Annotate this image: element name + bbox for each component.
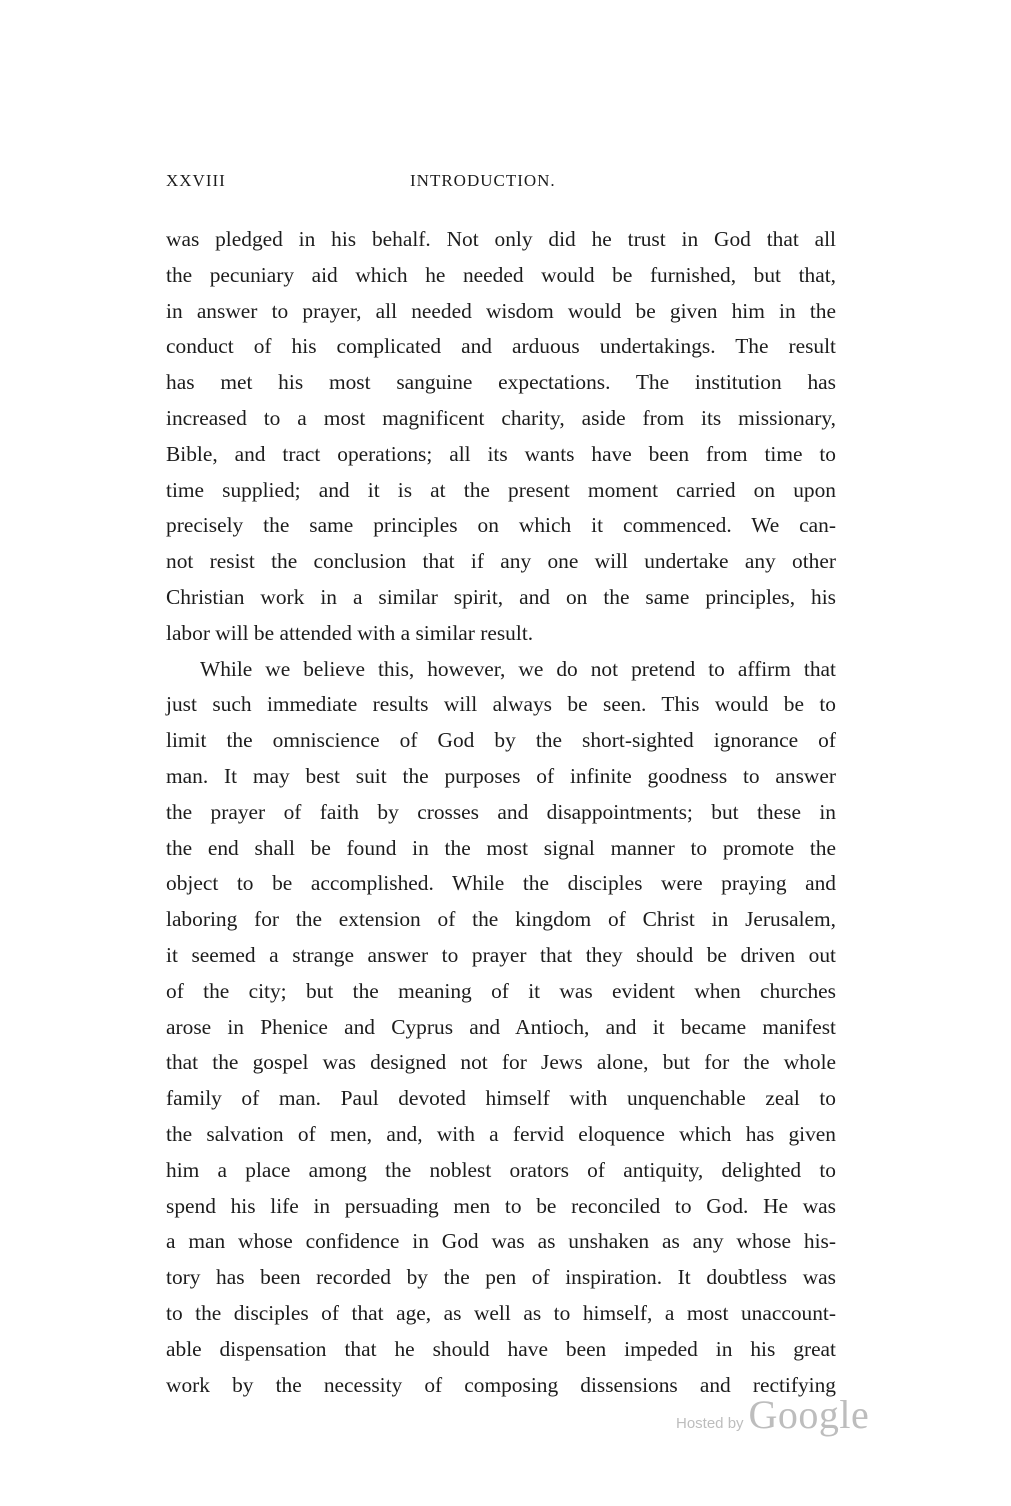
text-line: him a place among the noblest orators of antiquity, delighted to xyxy=(166,1157,836,1182)
text-line: has met his most sanguine expectations. The institution has xyxy=(166,370,836,395)
running-title: INTRODUCTION. xyxy=(410,171,556,190)
text-line: limit the omniscience of God by the short-sighted ignorance of xyxy=(166,728,836,753)
text-line: laboring for the extension of the kingdom of Christ in Jerusalem, xyxy=(166,907,836,932)
text-line: that the gospel was designed not for Jews alone, but for the whole xyxy=(166,1050,836,1075)
text-line: it seemed a strange answer to prayer that they should be driven out xyxy=(166,942,836,967)
paragraph-2 xyxy=(166,652,836,1404)
paragraph-1 xyxy=(166,222,836,652)
text-line: labor will be attended with a similar result. xyxy=(166,620,534,645)
text-line: time supplied; and it is at the present moment carried on upon xyxy=(166,477,836,502)
hosted-by-google-watermark xyxy=(676,1391,869,1441)
text-line: increased to a most magnificent charity, aside from its missionary, xyxy=(166,405,836,430)
text-line: in answer to prayer, all needed wisdom would be given him in the xyxy=(166,298,836,323)
text-line: Bible, and tract operations; all its wants have been from time to xyxy=(166,441,836,466)
text-line: spend his life in persuading men to be reconciled to God. He was xyxy=(166,1193,836,1218)
text-line: to the disciples of that age, as well as to himself, a most unaccount- xyxy=(166,1300,836,1325)
body-text xyxy=(166,222,836,1403)
text-line: Christian work in a similar spirit, and on the same principles, his xyxy=(166,584,836,609)
text-line: tory has been recorded by the pen of inspiration. It doubtless was xyxy=(166,1265,836,1290)
text-line: the end shall be found in the most signal manner to promote the xyxy=(166,835,836,860)
text-line: able dispensation that he should have been impeded in his great xyxy=(166,1336,836,1361)
text-line: of the city; but the meaning of it was evident when churches xyxy=(166,978,836,1003)
google-logo: Google xyxy=(748,1392,870,1437)
text-line: just such immediate results will always be seen. This would be to xyxy=(166,692,836,717)
text-line: was pledged in his behalf. Not only did he trust in God that all xyxy=(166,227,836,251)
text-line: conduct of his complicated and arduous undertakings. The result xyxy=(166,334,836,359)
text-line: man. It may best suit the purposes of infinite goodness to answer xyxy=(166,763,836,788)
text-line: object to be accomplished. While the disciples were praying and xyxy=(166,871,836,896)
text-line: precisely the same principles on which it commenced. We can- xyxy=(166,513,836,538)
text-line: family of man. Paul devoted himself with unquenchable zeal to xyxy=(166,1086,836,1111)
text-line: work by the necessity of composing dissensions and rectifying xyxy=(166,1372,836,1397)
text-line: the pecuniary aid which he needed would be furnished, but that, xyxy=(166,262,836,287)
text-line: not resist the conclusion that if any one will undertake any other xyxy=(166,549,836,574)
page-header xyxy=(166,171,836,193)
text-line: the prayer of faith by crosses and disappointments; but these in xyxy=(166,799,836,824)
text-line: a man whose confidence in God was as unshaken as any whose his- xyxy=(166,1229,836,1254)
text-line: While we believe this, however, we do not pretend to affirm that xyxy=(200,656,836,681)
text-line: the salvation of men, and, with a fervid eloquence which has given xyxy=(166,1121,836,1146)
text-line: arose in Phenice and Cyprus and Antioch, and it became manifest xyxy=(166,1014,836,1039)
watermark-hosted-by: Hosted by xyxy=(676,1415,744,1432)
page-number: XXVIII xyxy=(166,171,226,190)
